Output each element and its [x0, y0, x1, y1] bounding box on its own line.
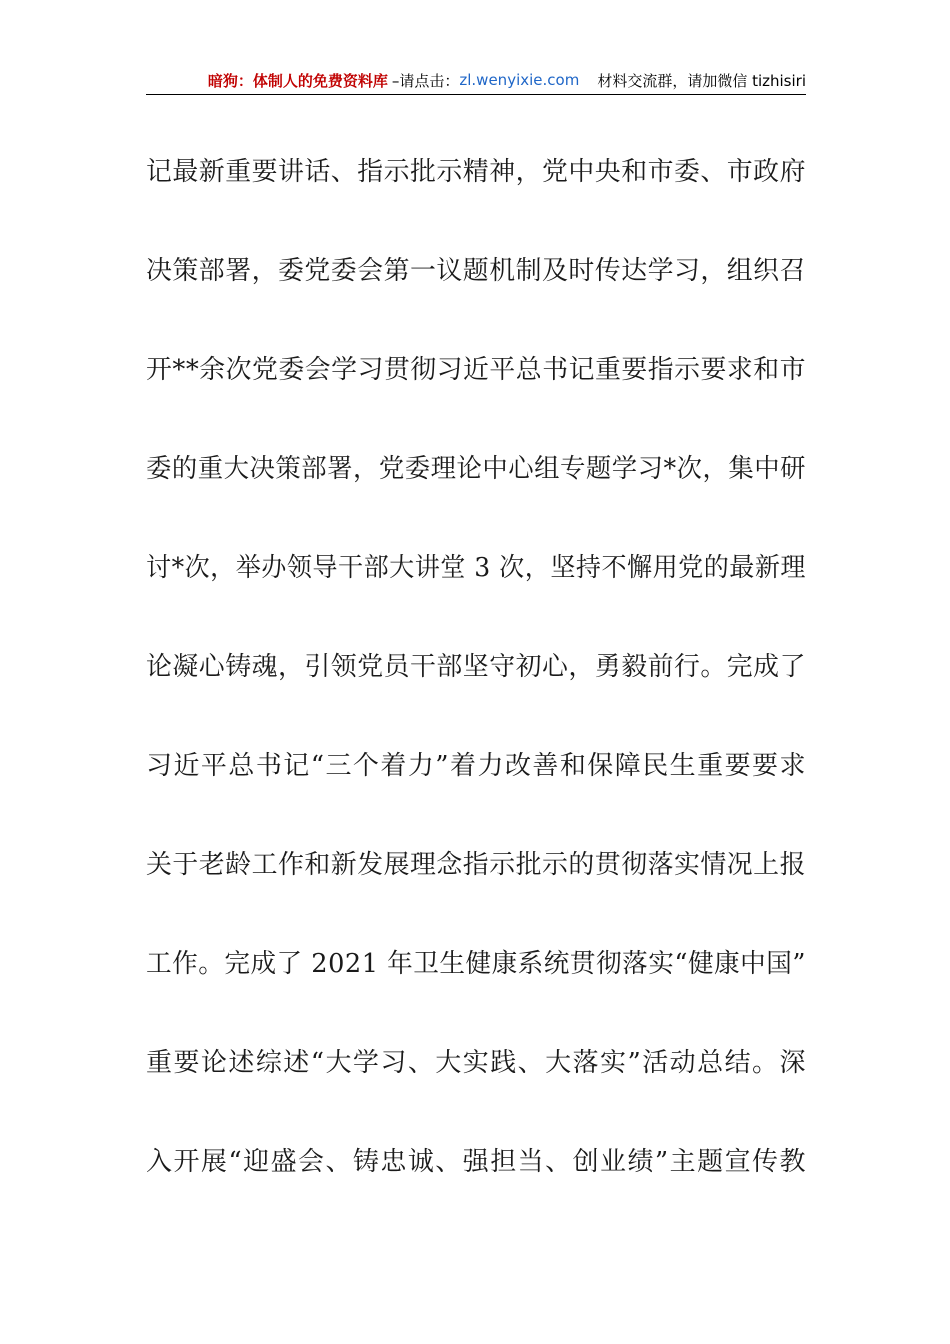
text-line: 关于老龄工作和新发展理念指示批示的贯彻落实情况上报: [146, 850, 806, 880]
text-line: 习近平总书记“三个着力”着力改善和保障民生重要要求: [146, 751, 807, 781]
text-line: 委的重大决策部署，党委理论中心组专题学习*次，集中研: [146, 454, 806, 484]
header-link[interactable]: zl.wenyixie.com: [459, 71, 580, 89]
text-line: 记最新重要讲话、指示批示精神，党中央和市委、市政府: [146, 157, 806, 187]
text-line: 开**余次党委会学习贯彻习近平总书记重要指示要求和市: [146, 355, 806, 385]
text-line: 工作。完成了 2021 年卫生健康系统贯彻落实“健康中国”: [146, 949, 806, 979]
header-prompt: –请点击：: [391, 71, 460, 90]
text-line: 入开展“迎盛会、铸忠诚、强担当、创业绩”主题宣传教: [146, 1147, 807, 1177]
header-group-note: 材料交流群，请加微信 tizhisiri: [597, 71, 806, 90]
text-line: 决策部署，委党委会第一议题机制及时传达学习，组织召: [146, 256, 806, 286]
text-line: 重要论述综述“大学习、大实践、大落实”活动总结。深: [146, 1048, 807, 1078]
header-brand: 暗狗：体制人的免费资料库: [207, 71, 388, 90]
text-line: 讨*次，举办领导干部大讲堂 3 次，坚持不懈用党的最新理: [146, 553, 806, 583]
document-body: [146, 120, 810, 1209]
text-line: 论凝心铸魂，引领党员干部坚守初心，勇毅前行。完成了: [146, 652, 806, 682]
page-header: [146, 66, 806, 95]
